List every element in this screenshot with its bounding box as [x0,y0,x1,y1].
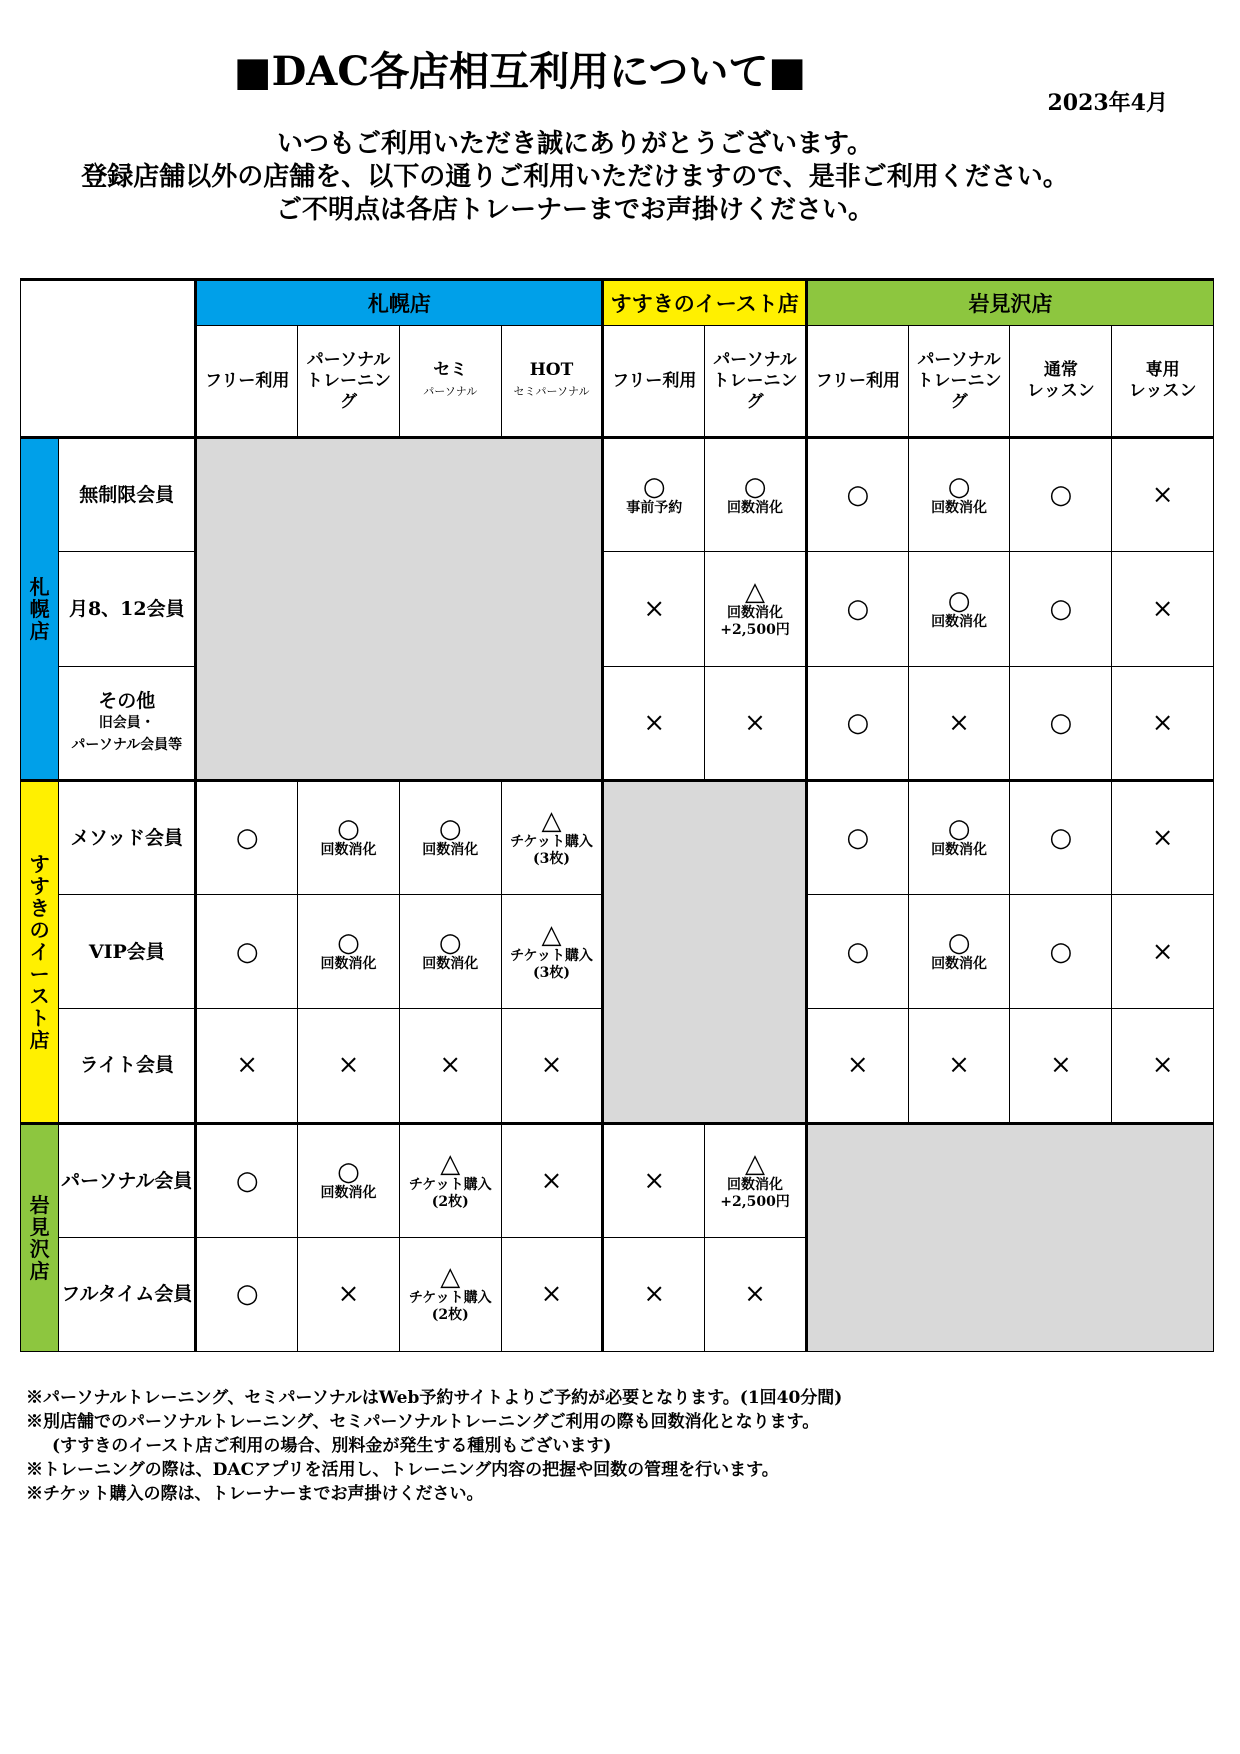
page-title: ■DAC各店相互利用について■ [233,48,807,95]
col-iwamizawa-free: フリー利用 [806,326,908,438]
col-iwamizawa-regular-lesson: 通常 レッスン [1010,326,1112,438]
cell: × [501,1237,603,1351]
cell: ○ [806,780,908,894]
cell: ○ 回数消化 [908,552,1010,666]
cell: × [908,666,1010,780]
cell: △ チケット購入 (2枚) [399,1237,501,1351]
member-other: その他 旧会員・ パーソナル会員等 [59,666,196,780]
cell: × [1112,780,1214,894]
cell: ○ [1010,780,1112,894]
cell: ○ 事前予約 [603,438,705,552]
cell: ○ [806,666,908,780]
footnote: ※パーソナルトレーニング、セミパーソナルはWeb予約サイトよりご予約が必要となります。(1回40分間) [26,1388,843,1408]
cell: ○ [806,895,908,1009]
cell: ○ [1010,666,1112,780]
col-susukino-personal: パーソナル トレーニング [705,326,807,438]
cell: × [908,1009,1010,1123]
member-unlimited: 無制限会員 [59,438,196,552]
intro-line: ご不明点は各店トレーナーまでお声掛けください。 [275,195,874,225]
footnote: ※別店舗でのパーソナルトレーニング、セミパーソナルトレーニングご利用の際も回数消化となります。 [26,1412,820,1432]
cell: ○ [196,1237,298,1351]
footnote: (すすきのイースト店ご利用の場合、別料金が発生する種別もございます) [52,1436,612,1456]
col-sapporo-free: フリー利用 [196,326,298,438]
cell: ○ 回数消化 [298,895,400,1009]
cell: ○ 回数消化 [908,438,1010,552]
cell: × [399,1009,501,1123]
cell: × [1112,438,1214,552]
footnote: ※チケット購入の際は、トレーナーまでお声掛けください。 [26,1484,484,1504]
cell: × [1112,666,1214,780]
cell: △ 回数消化 +2,500円 [705,552,807,666]
col-sapporo-semi: セミ パーソナル [399,326,501,438]
cell: × [705,666,807,780]
cell: ○ [196,780,298,894]
col-sapporo-hot: HOT セミパーソナル [501,326,603,438]
cell: × [1112,552,1214,666]
intro-message [0,128,1150,227]
cell: △ 回数消化 +2,500円 [705,1123,807,1237]
cell: × [501,1009,603,1123]
member-monthly: 月8、12会員 [59,552,196,666]
cell: × [603,666,705,780]
cell: ○ [196,1123,298,1237]
cell: × [298,1237,400,1351]
col-iwamizawa-personal: パーソナル トレーニング [908,326,1010,438]
cell: × [603,1237,705,1351]
cell: ○ 回数消化 [399,780,501,894]
cell: ○ [1010,438,1112,552]
cell: ○ [1010,895,1112,1009]
cell: ○ [196,895,298,1009]
cell: △ チケット購入 (3枚) [501,780,603,894]
member-vip: VIP会員 [59,895,196,1009]
cell: × [806,1009,908,1123]
cell: ○ 回数消化 [298,780,400,894]
issue-date: 2023年4月 [1047,90,1168,116]
unavailable-cell [603,780,807,1123]
cell: × [1112,1009,1214,1123]
cell: × [705,1237,807,1351]
cell: × [196,1009,298,1123]
cell: ○ [806,438,908,552]
store-header-sapporo: 札幌店 [196,280,603,326]
col-sapporo-personal: パーソナル トレーニング [298,326,400,438]
unavailable-cell [806,1123,1213,1352]
cell: × [1010,1009,1112,1123]
cell: ○ 回数消化 [298,1123,400,1237]
cell: × [603,552,705,666]
col-iwamizawa-dedicated-lesson: 専用 レッスン [1112,326,1214,438]
store-header-susukino: すすきのイースト店 [603,280,807,326]
cell: ○ 回数消化 [908,780,1010,894]
cell: ○ 回数消化 [908,895,1010,1009]
table-corner [21,280,196,438]
unavailable-cell [196,438,603,781]
cell: × [603,1123,705,1237]
cell: × [501,1123,603,1237]
intro-line: 登録店舗以外の店舗を、以下の通りご利用いただけますので、是非ご利用ください。 [81,162,1069,192]
usage-table [20,278,1214,1352]
cell: ○ 回数消化 [399,895,501,1009]
member-fulltime: フルタイム会員 [59,1237,196,1351]
home-store-susukino: す す き の イ ー ス ト 店 [21,780,59,1123]
footnote: ※トレーニングの際は、DACアプリを活用し、トレーニング内容の把握や回数の管理を行います。 [26,1460,779,1480]
footnotes [26,1386,842,1506]
member-lite: ライト会員 [59,1009,196,1123]
home-store-sapporo: 札 幌 店 [21,438,59,781]
member-method: メソッド会員 [59,780,196,894]
cell: ○ [806,552,908,666]
cell: ○ 回数消化 [705,438,807,552]
intro-line: いつもご利用いただき誠にありがとうございます。 [277,129,873,159]
member-personal: パーソナル会員 [59,1123,196,1237]
home-store-iwamizawa: 岩 見 沢 店 [21,1123,59,1352]
cell: × [1112,895,1214,1009]
cell: ○ [1010,552,1112,666]
cell: × [298,1009,400,1123]
store-header-iwamizawa: 岩見沢店 [806,280,1213,326]
cell: △ チケット購入 (3枚) [501,895,603,1009]
col-susukino-free: フリー利用 [603,326,705,438]
cell: △ チケット購入 (2枚) [399,1123,501,1237]
